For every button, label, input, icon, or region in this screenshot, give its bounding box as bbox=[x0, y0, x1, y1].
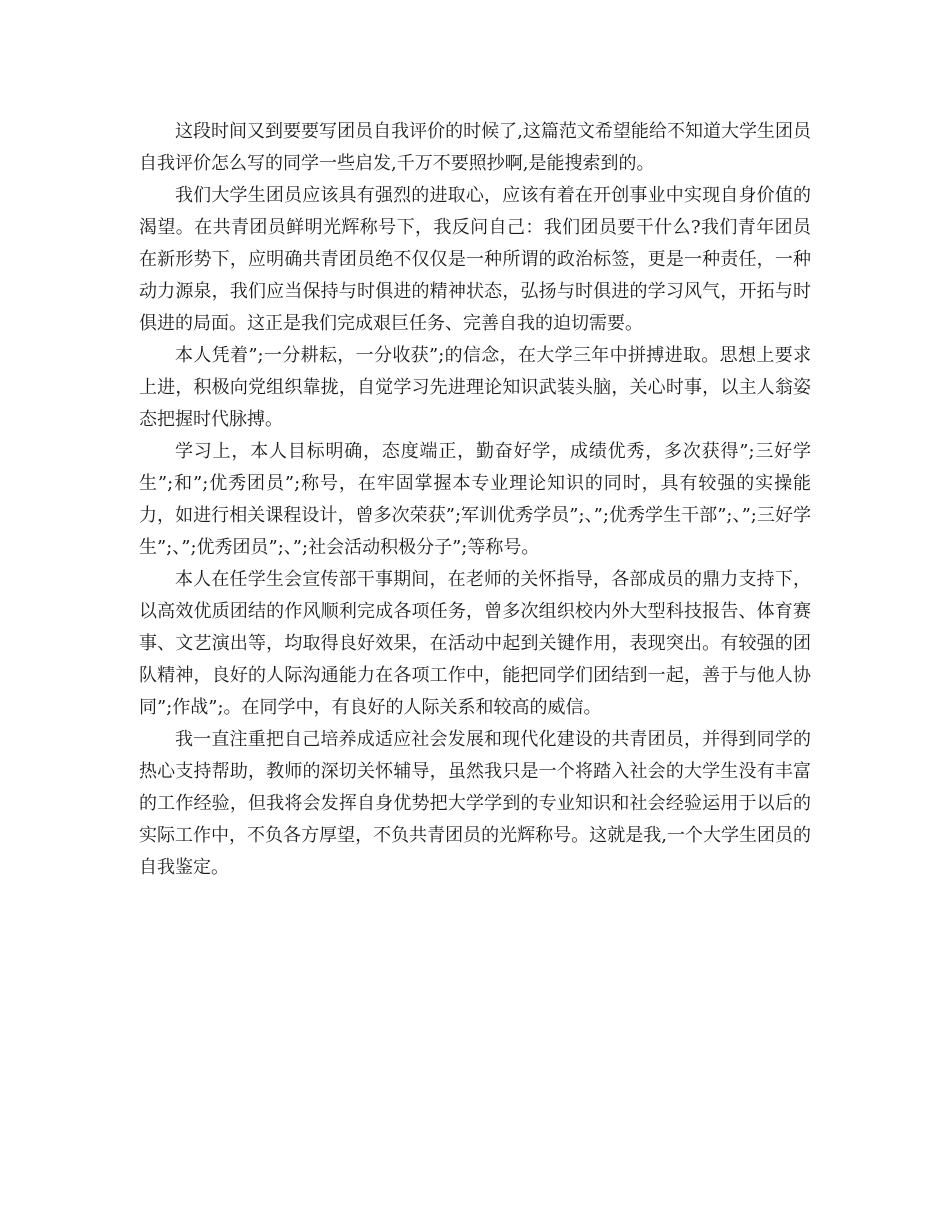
paragraph-study: 学习上，本人目标明确，态度端正，勤奋好学，成绩优秀，多次获得”;三好学生”;和”;优秀团员”;称号，在牢固掌握本专业理论知识的同时，具有较强的实操能力，如进行相关课程设计，曾多次荣获”;军训优秀学员”;、”;优秀学生干部”;、”;三好学生”;、”;优秀团员”;、”;社会活动积极分子”;等称号。 bbox=[139, 441, 811, 558]
paragraph-intro: 这段时间又到要要写团员自我评价的时候了,这篇范文希望能给不知道大学生团员自我评价怎么写的同学一些启发,千万不要照抄啊,是能搜索到的。 bbox=[139, 121, 811, 174]
paragraph-student-union: 本人在任学生会宣传部干事期间，在老师的关怀指导，各部成员的鼎力支持下，以高效优质团结的作风顺利完成各项任务，曾多次组织校内外大型科技报告、体育赛事、文艺演出等，均取得良好效果，在活动中起到关键作用，表现突出。有较强的团队精神，良好的人际沟通能力在各项工作中，能把同学们团结到一起，善于与他人协同”;作战”;。在同学中，有良好的人际关系和较高的威信。 bbox=[139, 569, 811, 718]
paragraph-belief: 本人凭着”;一分耕耘，一分收获”;的信念，在大学三年中拼搏进取。思想上要求上进，积极向党组织靠拢，自觉学习先进理论知识武装头脑，关心时事，以主人翁姿态把握时代脉搏。 bbox=[139, 345, 811, 430]
paragraph-conclusion: 我一直注重把自己培养成适应社会发展和现代化建设的共青团员，并得到同学的热心支持帮助，教师的深切关怀辅导，虽然我只是一个将踏入社会的大学生没有丰富的工作经验，但我将会发挥自身优势把大学学到的专业知识和社会经验运用于以后的实际工作中，不负各方厚望，不负共青团员的光辉称号。这就是我,一个大学生团员的自我鉴定。 bbox=[139, 729, 811, 878]
document-body bbox=[139, 116, 811, 884]
paragraph-ambition: 我们大学生团员应该具有强烈的进取心，应该有着在开创事业中实现自身价值的渴望。在共青团员鲜明光辉称号下，我反问自己：我们团员要干什么?我们青年团员在新形势下，应明确共青团员绝不仅仅是一种所谓的政治标签，更是一种责任，一种动力源泉，我们应当保持与时俱进的精神状态，弘扬与时俱进的学习风气，开拓与时俱进的局面。这正是我们完成艰巨任务、完善自我的迫切需要。 bbox=[139, 185, 811, 334]
